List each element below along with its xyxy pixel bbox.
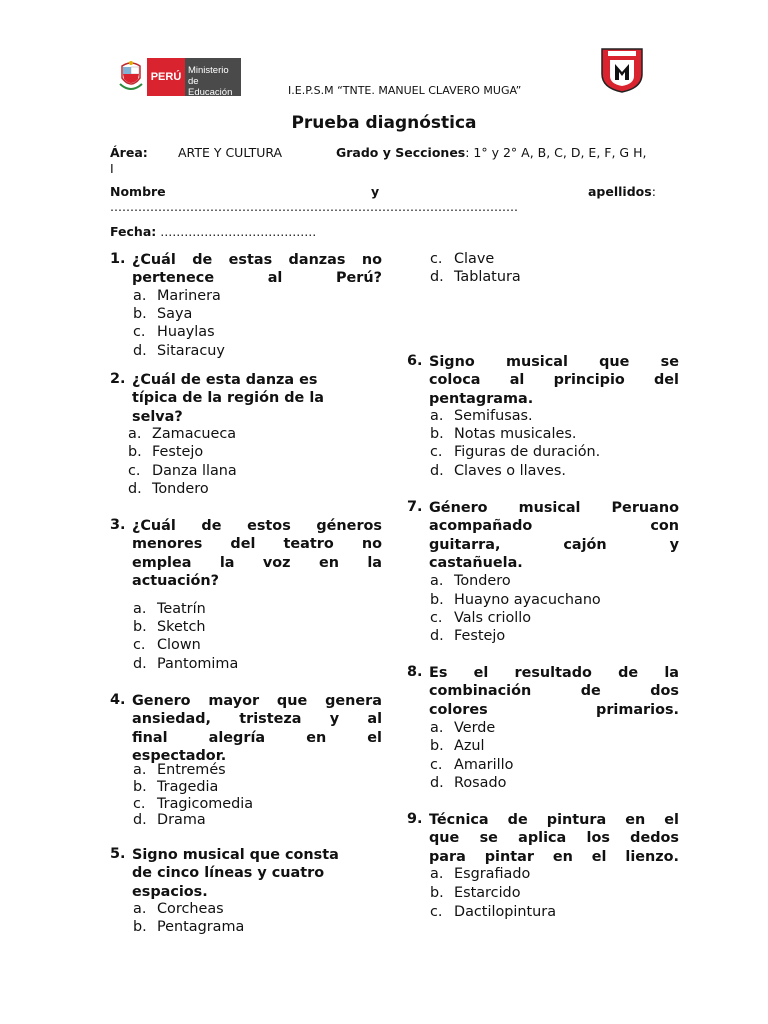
option-letter: a. (133, 288, 147, 304)
option-text: Clown (157, 637, 201, 653)
answer-option[interactable] (430, 775, 506, 791)
option-letter: c. (430, 757, 443, 773)
answer-option[interactable] (430, 885, 521, 901)
question-text-line: coloca al principio del (429, 372, 679, 389)
answer-option[interactable] (128, 426, 236, 442)
option-text: Sketch (157, 619, 206, 635)
option-text: Festejo (152, 444, 204, 460)
question-text-line: típica de la región de la (132, 390, 324, 407)
option-text: Corcheas (157, 901, 224, 917)
option-letter: a. (430, 408, 444, 424)
option-text: Claves o llaves. (454, 463, 566, 479)
answer-option[interactable] (133, 796, 253, 812)
option-text: Festejo (454, 628, 506, 644)
option-letter: c. (133, 637, 146, 653)
y-label: y (371, 184, 380, 199)
option-letter: c. (133, 324, 146, 340)
question-text-line: Genero mayor que genera (132, 693, 382, 709)
answer-option[interactable] (133, 762, 226, 778)
question-text-line: guitarra, cajón y (429, 536, 679, 553)
question-text-line: espacios. (132, 883, 208, 900)
option-text: Verde (454, 720, 496, 736)
peru-coat-of-arms-icon (118, 58, 144, 96)
option-letter: d. (128, 481, 142, 497)
answer-option[interactable] (430, 628, 505, 644)
answer-option[interactable] (430, 610, 531, 626)
option-letter: d. (430, 775, 444, 791)
nombre-label: Nombre (110, 184, 166, 199)
answer-option[interactable] (430, 592, 601, 608)
option-letter: c. (430, 444, 443, 460)
option-text: Semifusas. (454, 408, 533, 424)
option-letter: c. (430, 904, 443, 920)
option-text: Entremés (157, 762, 226, 778)
option-letter: b. (128, 444, 142, 460)
area-value: ARTE Y CULTURA (178, 145, 283, 160)
question-text-line: ¿Cuál de estas danzas no (132, 252, 382, 268)
question-number: 9. (407, 811, 423, 827)
option-text: Tondero (454, 573, 511, 589)
option-letter: a. (133, 901, 147, 917)
answer-option[interactable] (133, 812, 206, 828)
question-text-line: Técnica de pintura en el (429, 812, 679, 828)
option-text: Vals criollo (454, 610, 532, 626)
answer-option[interactable] (133, 324, 215, 340)
question-text-line: acompañado con (429, 518, 679, 535)
option-letter: b. (133, 919, 147, 935)
option-text: Drama (157, 812, 206, 828)
question-text-line: emplea la voz en la (132, 554, 382, 571)
question-text-line: combinación de dos (429, 683, 679, 700)
ministry-logo-text (185, 58, 241, 96)
question-number: 4. (110, 692, 126, 708)
answer-option[interactable] (430, 444, 600, 460)
option-text: Teatrín (157, 601, 206, 617)
question-text-line: Signo musical que consta (132, 847, 339, 863)
option-letter: c. (128, 463, 141, 479)
answer-option[interactable] (133, 637, 201, 653)
apellidos-label: apellidos (588, 184, 652, 199)
option-text: Pentagrama (157, 919, 245, 935)
answer-option[interactable] (133, 779, 218, 795)
option-text: Clave (454, 251, 495, 267)
question-text-line: colores primarios. (429, 701, 679, 718)
question-text-line: final alegría en el (132, 729, 382, 746)
option-letter: a. (128, 426, 142, 442)
answer-option[interactable] (430, 866, 530, 882)
answer-option[interactable] (430, 251, 494, 267)
answer-option[interactable] (133, 288, 221, 304)
option-text: Tragicomedia (157, 796, 254, 812)
option-text: Notas musicales. (454, 426, 577, 442)
answer-option[interactable] (430, 269, 521, 285)
option-text: Marinera (157, 288, 221, 304)
option-letter: b. (430, 885, 444, 901)
option-letter: b. (133, 619, 147, 635)
question-number: 6. (407, 353, 423, 369)
option-letter: a. (430, 866, 444, 882)
fecha-label: Fecha: (110, 224, 157, 239)
option-letter: b. (133, 306, 147, 322)
option-letter: b. (430, 592, 444, 608)
option-letter: d. (133, 343, 147, 359)
option-text: Tablatura (454, 269, 521, 285)
question-number: 1. (110, 251, 126, 267)
question-number: 2. (110, 371, 126, 387)
question-text-line: menores del teatro no (132, 536, 382, 553)
question-text-line: ¿Cuál de esta danza es (132, 372, 318, 388)
grado-secciones (336, 145, 646, 160)
option-letter: d. (430, 628, 444, 644)
answer-option[interactable] (133, 919, 244, 935)
answer-option[interactable] (133, 656, 238, 672)
question-text-line: actuación? (132, 573, 220, 590)
question-text-line: de cinco líneas y cuatro (132, 865, 325, 882)
option-text: Danza llana (152, 463, 237, 479)
grado-value: : 1° y 2° A, B, C, D, E, F, G H, (465, 145, 647, 160)
question-text-line: Signo musical que se (429, 354, 679, 370)
option-letter: a. (133, 601, 147, 617)
option-text: Dactilopintura (454, 904, 557, 920)
option-text: Huayno ayacuchano (454, 592, 601, 608)
question-text-line: selva? (132, 408, 183, 425)
fecha-dotted-line[interactable]: ………………………………… (160, 225, 317, 239)
answer-option[interactable] (430, 408, 533, 424)
answer-option[interactable] (430, 720, 495, 736)
question-number: 5. (110, 846, 126, 862)
option-text: Estarcido (454, 885, 521, 901)
question-number: 3. (110, 517, 126, 533)
peru-logo-text: PERÚ (147, 58, 185, 96)
answer-option[interactable] (430, 426, 576, 442)
option-text: Figuras de duración. (454, 444, 601, 460)
option-text: Zamacueca (152, 426, 237, 442)
option-text: Tragedia (157, 779, 219, 795)
question-number: 8. (407, 664, 423, 680)
answer-option[interactable] (128, 481, 209, 497)
question-text-line: que se aplica los dedos (429, 830, 679, 847)
ministry-line-1: Ministerio (188, 65, 229, 76)
question-text-line: ¿Cuál de estos géneros (132, 518, 382, 534)
option-letter: b. (133, 779, 147, 795)
question-number: 7. (407, 499, 423, 515)
option-text: Saya (157, 306, 193, 322)
answer-option[interactable] (128, 463, 237, 479)
answer-option[interactable] (133, 601, 206, 617)
answer-option[interactable] (133, 901, 224, 917)
question-text-line: Género musical Peruano (429, 500, 679, 516)
option-letter: d. (133, 812, 147, 828)
option-text: Pantomima (157, 656, 239, 672)
option-letter: c. (430, 610, 443, 626)
option-text: Huaylas (157, 324, 215, 340)
option-letter: d. (430, 269, 444, 285)
option-letter: b. (430, 426, 444, 442)
option-text: Tondero (152, 481, 209, 497)
option-letter: c. (133, 796, 146, 812)
option-letter: c. (430, 251, 443, 267)
school-crest-icon (598, 46, 646, 94)
grado-label: Grado y Secciones (336, 145, 466, 160)
answer-option[interactable] (133, 306, 192, 322)
apellidos-colon: : (651, 184, 656, 199)
question-text-line: Es el resultado de la (429, 665, 679, 681)
school-name: I.E.P.S.M “TNTE. MANUEL CLAVERO MUGA” (288, 84, 522, 97)
option-text: Sitaracuy (157, 343, 225, 359)
answer-option[interactable] (430, 463, 566, 479)
option-letter: a. (430, 720, 444, 736)
grado-continuation: I (110, 161, 114, 176)
option-letter: d. (133, 656, 147, 672)
answer-option[interactable] (430, 738, 485, 754)
area-label: Área: (110, 145, 148, 160)
answer-option[interactable] (133, 343, 225, 359)
question-text-line: espectador. (132, 748, 227, 765)
answer-option[interactable] (430, 573, 511, 589)
question-text-line: castañuela. (429, 555, 523, 572)
option-letter: a. (430, 573, 444, 589)
option-text: Amarillo (454, 757, 514, 773)
option-text: Esgrafiado (454, 866, 531, 882)
option-letter: a. (133, 762, 147, 778)
answer-option[interactable] (430, 904, 556, 920)
page-title: Prueba diagnóstica (291, 113, 477, 133)
option-text: Azul (454, 738, 485, 754)
option-letter: b. (430, 738, 444, 754)
answer-option[interactable] (128, 444, 203, 460)
apellidos-label-wrap (588, 184, 656, 199)
ministry-line-2: de Educación (188, 76, 233, 98)
question-text-line: pertenece al Perú? (132, 270, 382, 287)
option-letter: d. (430, 463, 444, 479)
question-text-line: pentagrama. (429, 390, 534, 407)
question-text-line: ansiedad, tristeza y al (132, 711, 382, 728)
option-text: Rosado (454, 775, 507, 791)
answer-option[interactable] (430, 757, 513, 773)
nombre-dotted-line[interactable]: ………………………………………………………………………………………… (110, 200, 518, 214)
fecha-line (110, 224, 316, 239)
answer-option[interactable] (133, 619, 205, 635)
question-text-line: para pintar en el lienzo. (429, 848, 679, 865)
